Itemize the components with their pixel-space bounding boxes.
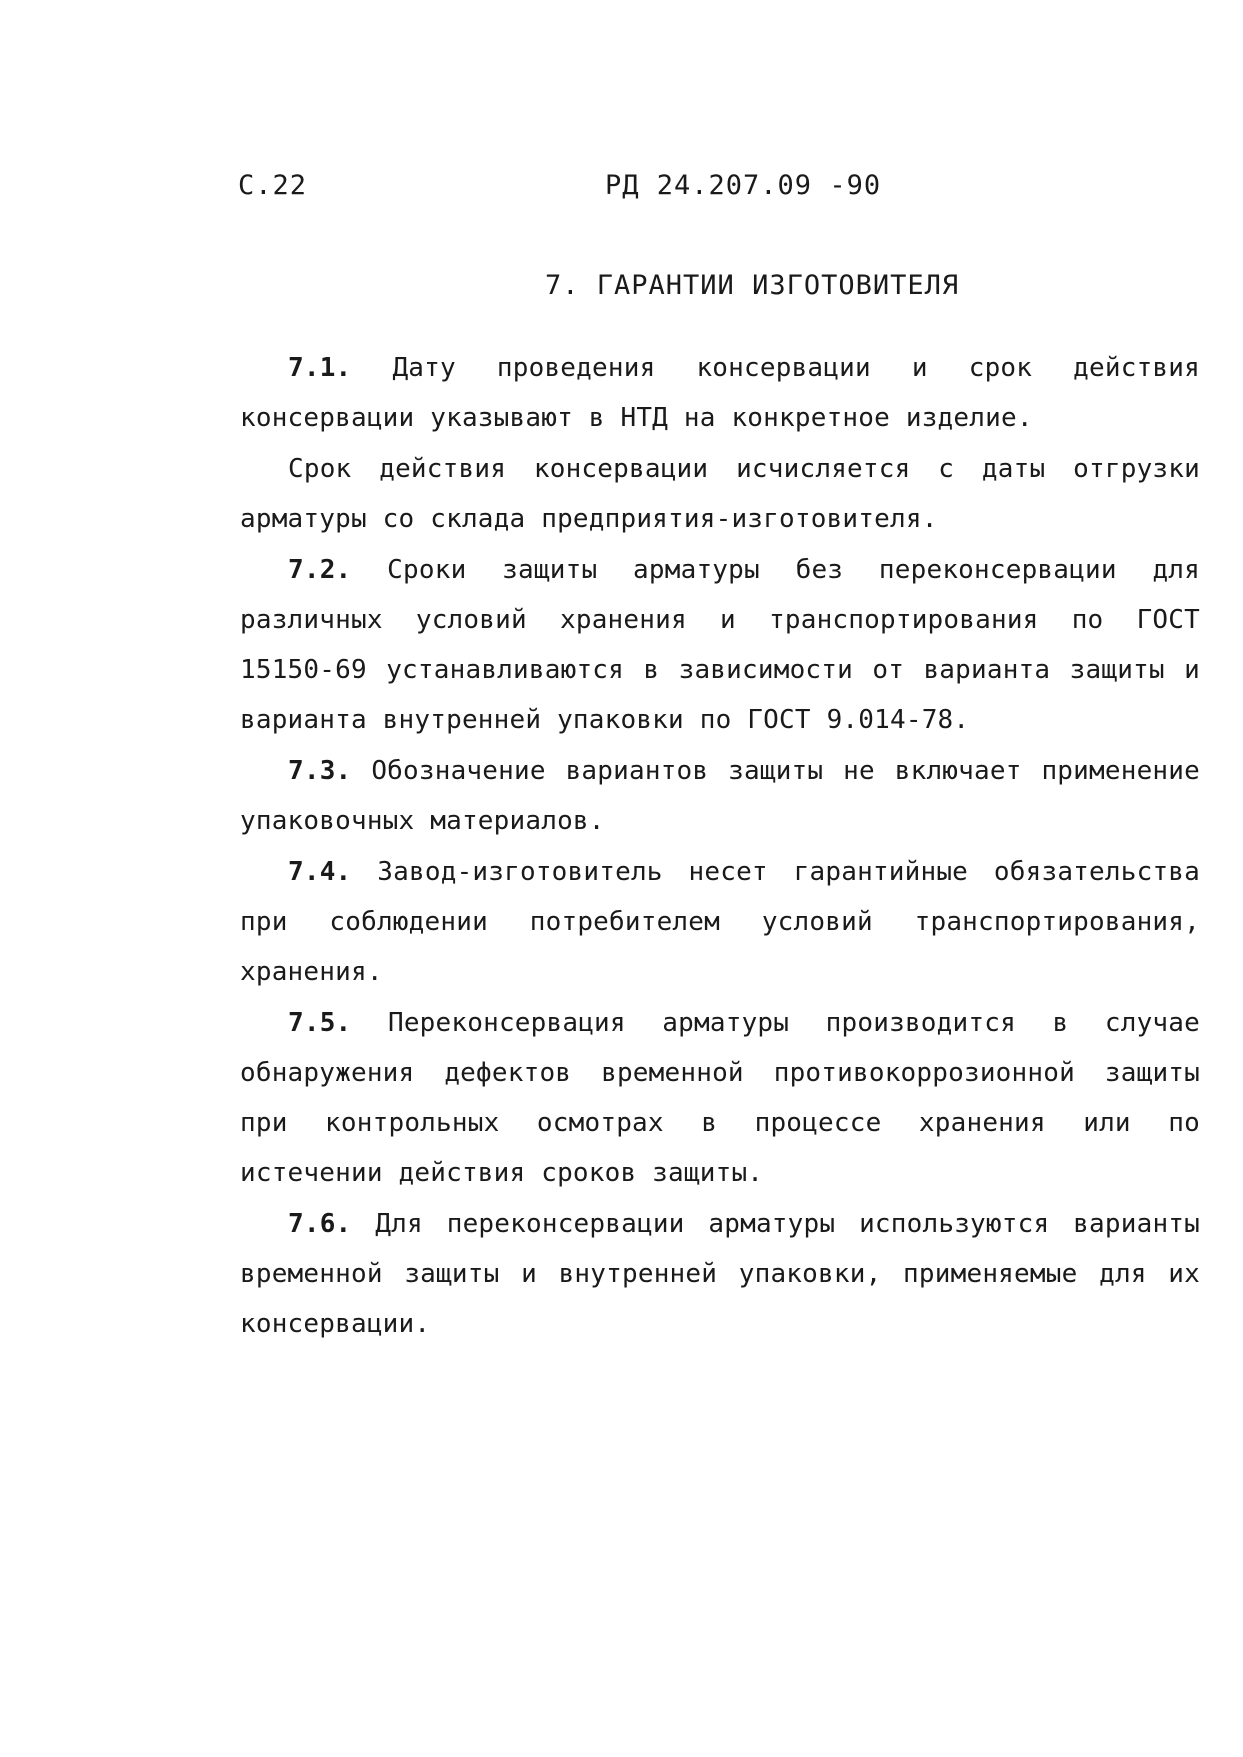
paragraph-label: 7.4. [288, 857, 352, 887]
paragraph-7-4 [240, 847, 1200, 997]
paragraph-text: Дату проведения консервации и срок действия консервации указывают в НТД на конкретное изделие. [240, 353, 1200, 433]
paragraph-text: Обозначение вариантов защиты не включает применение упаковочных материалов. [240, 756, 1200, 836]
paragraph-text: Сроки защиты арматуры без переконсервации для различных условий хранения и транспортирования по ГОСТ 15150-69 устанавливаются в зависимости от варианта защиты и варианта внутренней упаковки по ГОСТ 9.014-78. [240, 555, 1200, 735]
paragraph-label: 7.1. [288, 353, 352, 383]
paragraph-text: Завод-изготовитель несет гарантийные обязательства при соблюдении потребителем условий транспортирования, хранения. [240, 857, 1200, 987]
paragraph-7-2 [240, 545, 1200, 745]
paragraph-7-1-continued [240, 444, 1200, 544]
paragraph-label: 7.2. [288, 555, 352, 585]
section-title: 7. ГАРАНТИИ ИЗГОТОВИТЕЛЯ [545, 270, 960, 301]
paragraph-7-5 [240, 998, 1200, 1198]
paragraph-text: Для переконсервации арматуры используются варианты временной защиты и внутренней упаковки, применяемые для их консервации. [240, 1209, 1201, 1339]
page-number: С.22 [238, 170, 308, 201]
paragraph-7-1 [240, 343, 1200, 443]
document-code: РД 24.207.09 -90 [605, 170, 882, 201]
paragraph-label: 7.3. [288, 756, 352, 786]
paragraph-7-3 [240, 746, 1200, 846]
paragraph-text: Срок действия консервации исчисляется с даты отгрузки арматуры со склада предприятия-изготовителя. [240, 454, 1200, 534]
paragraph-label: 7.5. [288, 1008, 352, 1038]
section-body [240, 343, 1200, 1350]
paragraph-text: Переконсервация арматуры производится в случае обнаружения дефектов временной противокоррозионной защиты при контрольных осмотрах в процессе хранения или по истечении действия сроков защиты. [240, 1008, 1200, 1188]
page-header [238, 170, 1038, 210]
paragraph-7-6 [240, 1199, 1200, 1349]
paragraph-label: 7.6. [288, 1209, 352, 1239]
